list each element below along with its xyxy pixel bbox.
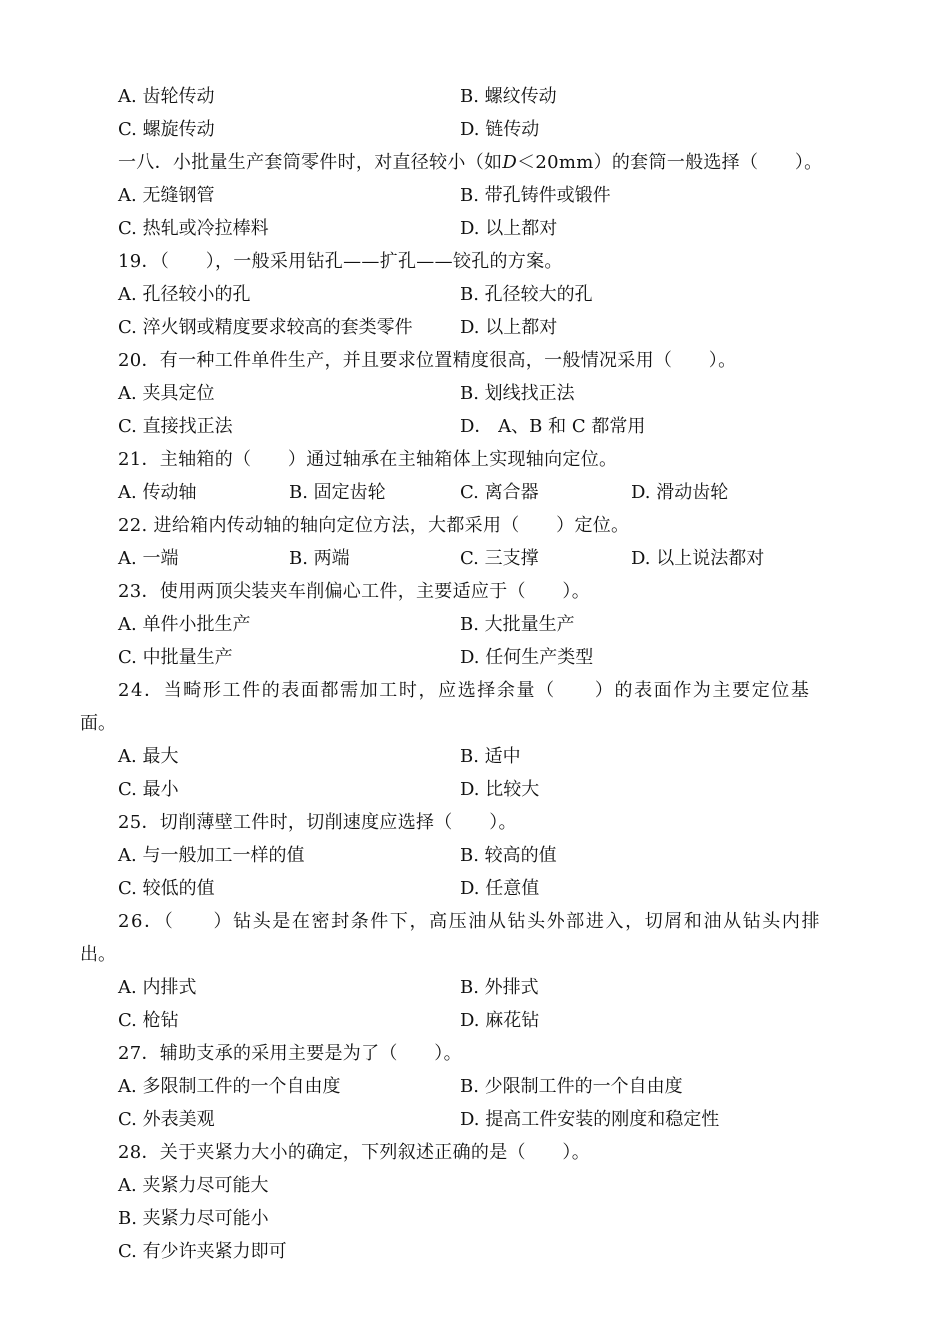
option-c: C. 枪钻 [118, 1010, 179, 1031]
option-a: A. 单件小批生产 [118, 614, 251, 635]
option-a: A. 夹具定位 [118, 383, 215, 404]
question-stem: 一八．小批量生产套筒零件时，对直径较小（如D＜20mm）的套筒一般选择（ ）。 [118, 152, 823, 173]
option-row [0, 641, 950, 674]
option-c: C. 有少许夹紧力即可 [118, 1241, 287, 1262]
option-c: C. 热轧或冷拉棒料 [118, 218, 269, 239]
option-d: D． A、B 和 C 都常用 [460, 416, 646, 437]
option-a: A. 与一般加工一样的值 [118, 845, 305, 866]
option-row [0, 740, 950, 773]
option-row [0, 608, 950, 641]
option-c: C. 最小 [118, 779, 179, 800]
option-row [0, 1169, 950, 1202]
option-a: A. 内排式 [118, 977, 197, 998]
option-c: C. 淬火钢或精度要求较高的套类零件 [118, 317, 413, 338]
option-a: A. 孔径较小的孔 [118, 284, 251, 305]
option-row [0, 542, 950, 575]
option-row [0, 872, 950, 905]
option-a: A. 夹紧力尽可能大 [118, 1175, 269, 1196]
option-d: D. 滑动齿轮 [631, 482, 729, 503]
option-row [0, 476, 950, 509]
option-b: B. 少限制工件的一个自由度 [460, 1076, 683, 1097]
option-row [0, 1235, 950, 1268]
option-row [0, 1202, 950, 1235]
option-d: D. 任意值 [460, 878, 540, 899]
option-b: B. 适中 [460, 746, 521, 767]
option-row [0, 278, 950, 311]
option-a: A. 多限制工件的一个自由度 [118, 1076, 341, 1097]
option-b: B. 带孔铸件或锻件 [460, 185, 611, 206]
option-a: A. 传动轴 [118, 482, 197, 503]
option-d: D. 以上都对 [460, 317, 558, 338]
question-stem: 25．切削薄壁工件时，切削速度应选择（ ）。 [118, 812, 517, 833]
option-row [0, 773, 950, 806]
document-page [0, 80, 950, 1268]
option-d: D. 麻花钻 [460, 1010, 540, 1031]
option-c: C. 螺旋传动 [118, 119, 215, 140]
question-stem: 23．使用两顶尖装夹车削偏心工件，主要适应于（ ）。 [118, 581, 591, 602]
option-row [0, 80, 950, 113]
option-b: B. 较高的值 [460, 845, 557, 866]
option-row [0, 377, 950, 410]
option-b: B. 螺纹传动 [460, 86, 557, 107]
option-d: D. 任何生产类型 [460, 647, 594, 668]
option-a: A. 最大 [118, 746, 179, 767]
option-b: B. 外排式 [460, 977, 539, 998]
question-stem-continuation: 面。 [80, 713, 116, 734]
question-stem: 24．当畸形工件的表面都需加工时，应选择余量（ ）的表面作为主要定位基 [118, 680, 811, 701]
option-c: C. 直接找正法 [118, 416, 233, 437]
option-a: A. 一端 [118, 548, 179, 569]
question-stem: 20．有一种工件单件生产，并且要求位置精度很高，一般情况采用（ ）。 [118, 350, 737, 371]
option-d: D. 提高工件安装的刚度和稳定性 [460, 1109, 720, 1130]
question-stem: 26．（ ）钻头是在密封条件下，高压油从钻头外部进入，切屑和油从钻头内排 [118, 911, 822, 932]
option-b: B. 划线找正法 [460, 383, 575, 404]
option-row [0, 839, 950, 872]
option-d: D. 以上说法都对 [631, 548, 765, 569]
option-row [0, 311, 950, 344]
option-d: D. 链传动 [460, 119, 540, 140]
question-stem: 22. 进给箱内传动轴的轴向定位方法，大都采用（ ）定位。 [118, 515, 630, 536]
option-d: D. 以上都对 [460, 218, 558, 239]
option-c: C. 中批量生产 [118, 647, 233, 668]
question-stem: 28．关于夹紧力大小的确定，下列叙述正确的是（ ）。 [118, 1142, 591, 1163]
option-b: B. 大批量生产 [460, 614, 575, 635]
variable-d: D [502, 152, 518, 173]
option-row [0, 1070, 950, 1103]
option-row [0, 179, 950, 212]
option-c: C. 离合器 [460, 482, 539, 503]
question-stem: 19．（ ），一般采用钻孔——扩孔——铰孔的方案。 [118, 251, 563, 272]
option-d: D. 比较大 [460, 779, 540, 800]
option-row [0, 113, 950, 146]
question-stem-continuation: 出。 [80, 944, 116, 965]
option-c: C. 三支撑 [460, 548, 539, 569]
option-b: B. 两端 [289, 548, 350, 569]
option-b: B. 夹紧力尽可能小 [118, 1208, 269, 1229]
option-row [0, 212, 950, 245]
option-a: A. 无缝钢管 [118, 185, 215, 206]
option-b: B. 孔径较大的孔 [460, 284, 593, 305]
option-row [0, 410, 950, 443]
option-row [0, 1103, 950, 1136]
option-row [0, 971, 950, 1004]
option-c: C. 较低的值 [118, 878, 215, 899]
question-stem: 27．辅助支承的采用主要是为了（ ）。 [118, 1043, 462, 1064]
option-a: A. 齿轮传动 [118, 86, 215, 107]
option-row [0, 1004, 950, 1037]
question-stem: 21．主轴箱的（ ）通过轴承在主轴箱体上实现轴向定位。 [118, 449, 618, 470]
option-c: C. 外表美观 [118, 1109, 215, 1130]
option-b: B. 固定齿轮 [289, 482, 386, 503]
